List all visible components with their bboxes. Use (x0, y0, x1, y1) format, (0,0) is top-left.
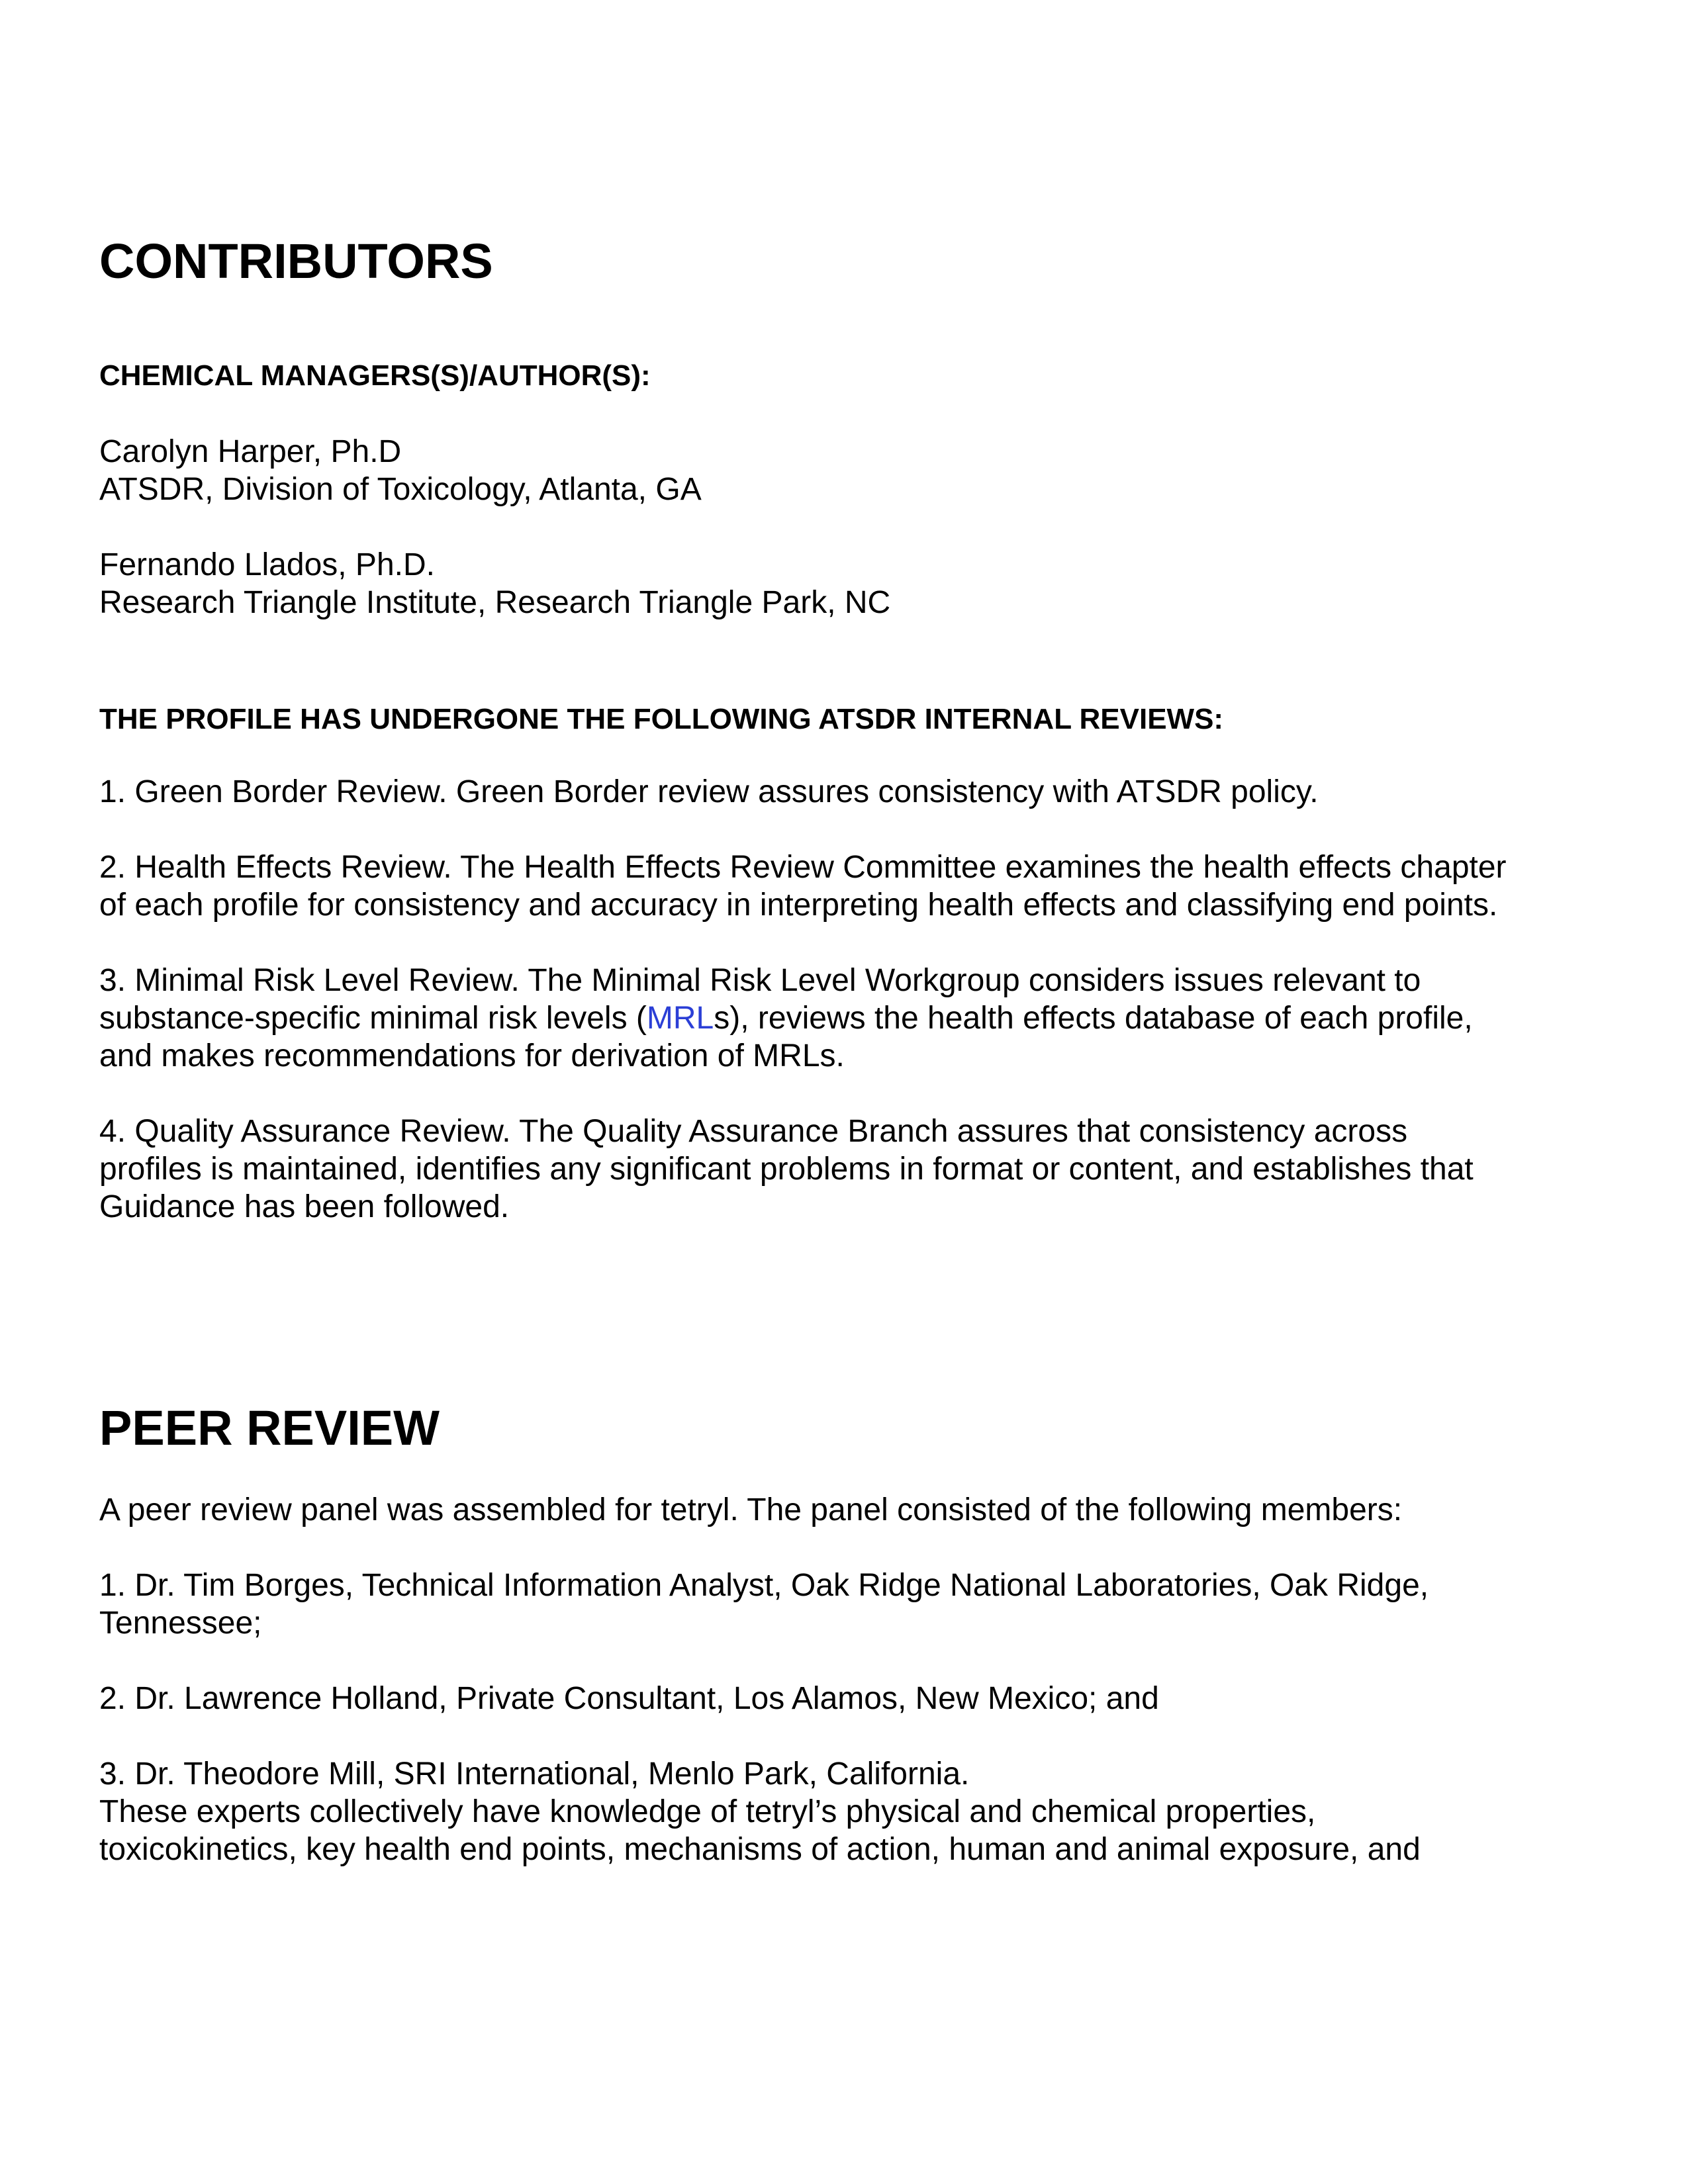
reviewer-line: 2. Dr. Lawrence Holland, Private Consultant, Los Alamos, New Mexico; and (99, 1681, 1159, 1716)
review-line (99, 999, 1473, 1037)
document-page (99, 0, 1589, 2184)
author-entry (99, 546, 890, 621)
review-item-minimal-risk-level (99, 962, 1473, 1075)
review-line: 1. Green Border Review. Green Border review assures consistency with ATSDR policy. (99, 774, 1319, 809)
peer-review-title: PEER REVIEW (99, 1400, 440, 1455)
contributors-title: CONTRIBUTORS (99, 234, 493, 289)
mrl-link[interactable]: MRL (646, 1001, 714, 1036)
author-name: Carolyn Harper, Ph.D (99, 434, 402, 469)
author-affiliation: Research Triangle Institute, Research Triangle Park, NC (99, 585, 891, 620)
reviewer-line: 3. Dr. Theodore Mill, SRI International, Menlo Park, California. (99, 1756, 970, 1792)
peer-review-intro: A peer review panel was assembled for tetryl. The panel consisted of the following members: (99, 1492, 1403, 1527)
author-name: Fernando Llados, Ph.D. (99, 547, 435, 582)
managers-heading: CHEMICAL MANAGERS(S)/AUTHOR(S): (99, 359, 651, 392)
author-entry (99, 433, 702, 508)
review-item-quality-assurance (99, 1113, 1474, 1226)
reviewer-line: These experts collectively have knowledge of tetryl’s physical and chemical properties, (99, 1794, 1316, 1829)
review-text: substance-specific minimal risk levels ( (99, 1001, 647, 1036)
review-line: 2. Health Effects Review. The Health Effects Review Committee examines the health effects chapter (99, 850, 1507, 885)
review-line: and makes recommendations for derivation of MRLs. (99, 1038, 845, 1073)
review-line: of each profile for consistency and accuracy in interpreting health effects and classifying end points. (99, 887, 1498, 923)
review-item-health-effects (99, 848, 1507, 924)
review-item-green-border (99, 773, 1319, 811)
reviewer-line: toxicokinetics, key health end points, mechanisms of action, human and animal exposure, and (99, 1832, 1421, 1867)
author-affiliation: ATSDR, Division of Toxicology, Atlanta, GA (99, 472, 702, 507)
peer-reviewer-item (99, 1567, 1429, 1642)
review-line: 4. Quality Assurance Review. The Quality Assurance Branch assures that consistency across (99, 1114, 1408, 1149)
review-line: profiles is maintained, identifies any significant problems in format or content, and establishes that (99, 1152, 1474, 1187)
review-text: s), reviews the health effects database of each profile, (714, 1001, 1473, 1036)
review-line: 3. Minimal Risk Level Review. The Minimal Risk Level Workgroup considers issues relevant to (99, 963, 1421, 998)
reviewer-line: 1. Dr. Tim Borges, Technical Information Analyst, Oak Ridge National Laboratories, Oak Ridge, (99, 1568, 1429, 1603)
reviewer-line: Tennessee; (99, 1606, 262, 1641)
internal-reviews-heading: THE PROFILE HAS UNDERGONE THE FOLLOWING ATSDR INTERNAL REVIEWS: (99, 703, 1224, 735)
review-line: Guidance has been followed. (99, 1189, 510, 1224)
peer-reviewer-item (99, 1680, 1159, 1717)
peer-reviewer-item (99, 1755, 1421, 1868)
